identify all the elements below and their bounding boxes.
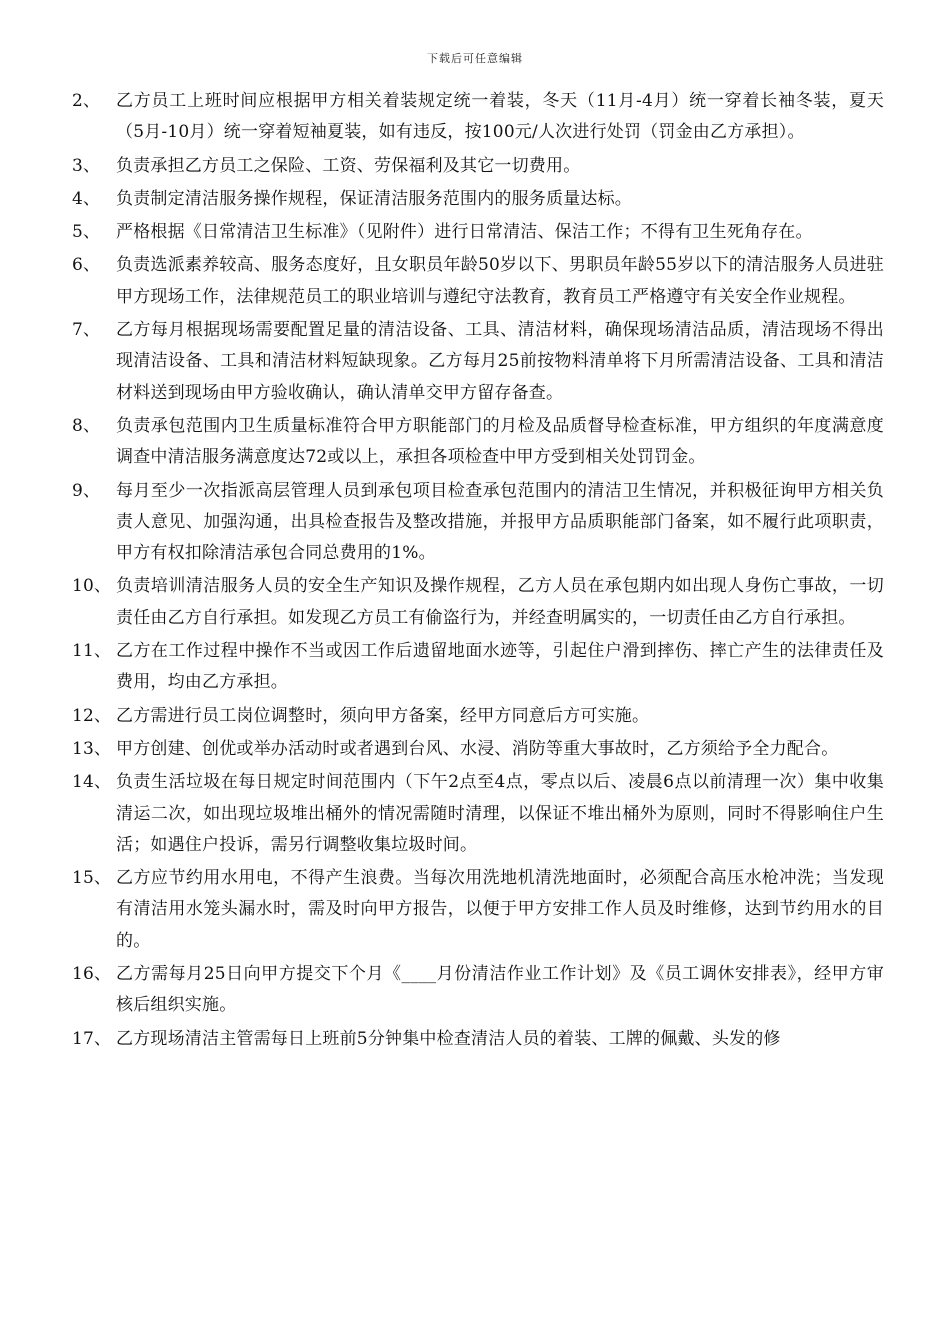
clause-text: 负责生活垃圾在每日规定时间范围内（下午2点至4点，零点以后、凌晨6点以前清理一次）集中收集清运二次，如出现垃圾堆出桶外的情况需随时清理，以保证不堆出桶外为原则，同时不得影响住户生活；如遇住户投诉，需另行调整收集垃圾时间。 <box>116 772 884 855</box>
clause-text: 严格根据《日常清洁卫生标准》（见附件）进行日常清洁、保洁工作；不得有卫生死角存在。 <box>116 222 813 243</box>
clause-item <box>0 959 950 1022</box>
clause-item <box>0 411 950 474</box>
clause-item <box>0 250 950 313</box>
clause-text: 负责承包范围内卫生质量标准符合甲方职能部门的月检及品质督导检查标准，甲方组织的年度满意度调查中清洁服务满意度达72或以上，承担各项检查中甲方受到相关处罚罚金。 <box>116 415 884 468</box>
clause-text: 负责选派素养较高、服务态度好，且女职员年龄50岁以下、男职员年龄55岁以下的清洁服务人员进驻甲方现场工作，法律规范员工的职业培训与遵纪守法教育，教育员工严格遵守有关安全作业规程。 <box>116 255 884 307</box>
clause-text: 每月至少一次指派高层管理人员到承包项目检查承包范围内的清洁卫生情况，并积极征询甲方相关负责人意见、加强沟通，出具检查报告及整改措施，并报甲方品质职能部门备案，如不履行此项职责，甲方有权扣除清洁承包合同总费用的1%。 <box>116 480 884 564</box>
clause-item <box>0 863 950 957</box>
clause-text: 负责制定清洁服务操作规程，保证清洁服务范围内的服务质量达标。 <box>116 188 632 209</box>
clause-number: 8、 <box>72 415 101 436</box>
clause-item <box>0 151 950 182</box>
clause-item <box>0 217 950 248</box>
clause-item <box>0 767 950 861</box>
clause-item <box>0 636 950 699</box>
clause-text: 甲方创建、创优或举办活动时或者遇到台风、水浸、消防等重大事故时，乙方须给予全力配合。 <box>116 738 839 759</box>
clause-item <box>0 1024 950 1055</box>
clause-number: 6、 <box>72 255 101 276</box>
clause-number: 7、 <box>72 320 101 341</box>
clause-number: 17、 <box>72 1028 112 1049</box>
clause-text: 乙方现场清洁主管需每日上班前5分钟集中检查清洁人员的着装、工牌的佩戴、头发的修 <box>116 1028 781 1049</box>
clause-list <box>0 86 950 1057</box>
clause-item <box>0 315 950 409</box>
clause-number: 9、 <box>72 480 101 501</box>
clause-text: 乙方需进行员工岗位调整时，须向甲方备案，经甲方同意后方可实施。 <box>116 705 650 726</box>
clause-item <box>0 476 950 570</box>
clause-number: 15、 <box>72 868 112 889</box>
clause-text: 乙方每月根据现场需要配置足量的清洁设备、工具、清洁材料，确保现场清洁品质，清洁现场不得出现清洁设备、工具和清洁材料短缺现象。乙方每月25前按物料清单将下月所需清洁设备、工具和清洁材料送到现场由甲方验收确认，确认清单交甲方留存备查。 <box>116 320 884 403</box>
clause-text: 负责承担乙方员工之保险、工资、劳保福利及其它一切费用。 <box>116 155 581 176</box>
clause-number: 16、 <box>72 964 112 985</box>
clause-number: 5、 <box>72 222 101 243</box>
clause-text: 负责培训清洁服务人员的安全生产知识及操作规程，乙方人员在承包期内如出现人身伤亡事故，一切责任由乙方自行承担。如发现乙方员工有偷盗行为，并经查明属实的，一切责任由乙方自行承担。 <box>116 576 884 628</box>
clause-text: 乙方在工作过程中操作不当或因工作后遗留地面水迹等，引起住户滑到摔伤、摔亡产生的法律责任及费用，均由乙方承担。 <box>116 641 884 693</box>
clause-text: 乙方应节约用水用电，不得产生浪费。当每次用洗地机清洗地面时，必须配合高压水枪冲洗；当发现有清洁用水笼头漏水时，需及时向甲方报告，以便于甲方安排工作人员及时维修，达到节约用水的目的。 <box>116 868 884 951</box>
clause-text: 乙方员工上班时间应根据甲方相关着装规定统一着装，冬天（11月-4月）统一穿着长袖冬装，夏天（5月-10月）统一穿着短袖夏装，如有违反，按100元/人次进行处罚（罚金由乙方承担）。 <box>116 91 884 143</box>
clause-number: 2、 <box>72 91 101 111</box>
clause-item <box>0 184 950 215</box>
clause-item <box>0 86 950 149</box>
clause-item <box>0 734 950 765</box>
clause-text: 乙方需每月25日向甲方提交下个月《____月份清洁作业工作计划》及《员工调休安排表》，经甲方审核后组织实施。 <box>116 964 884 1016</box>
clause-number: 14、 <box>72 772 112 793</box>
clause-number: 3、 <box>72 155 101 176</box>
clause-number: 11、 <box>72 641 112 662</box>
clause-number: 12、 <box>72 705 112 726</box>
clause-item <box>0 701 950 732</box>
clause-number: 13、 <box>72 738 112 759</box>
clause-item <box>0 571 950 634</box>
clause-number: 4、 <box>72 188 101 209</box>
clause-number: 10、 <box>72 576 112 597</box>
page-header: 下载后可任意编辑 <box>427 52 523 65</box>
